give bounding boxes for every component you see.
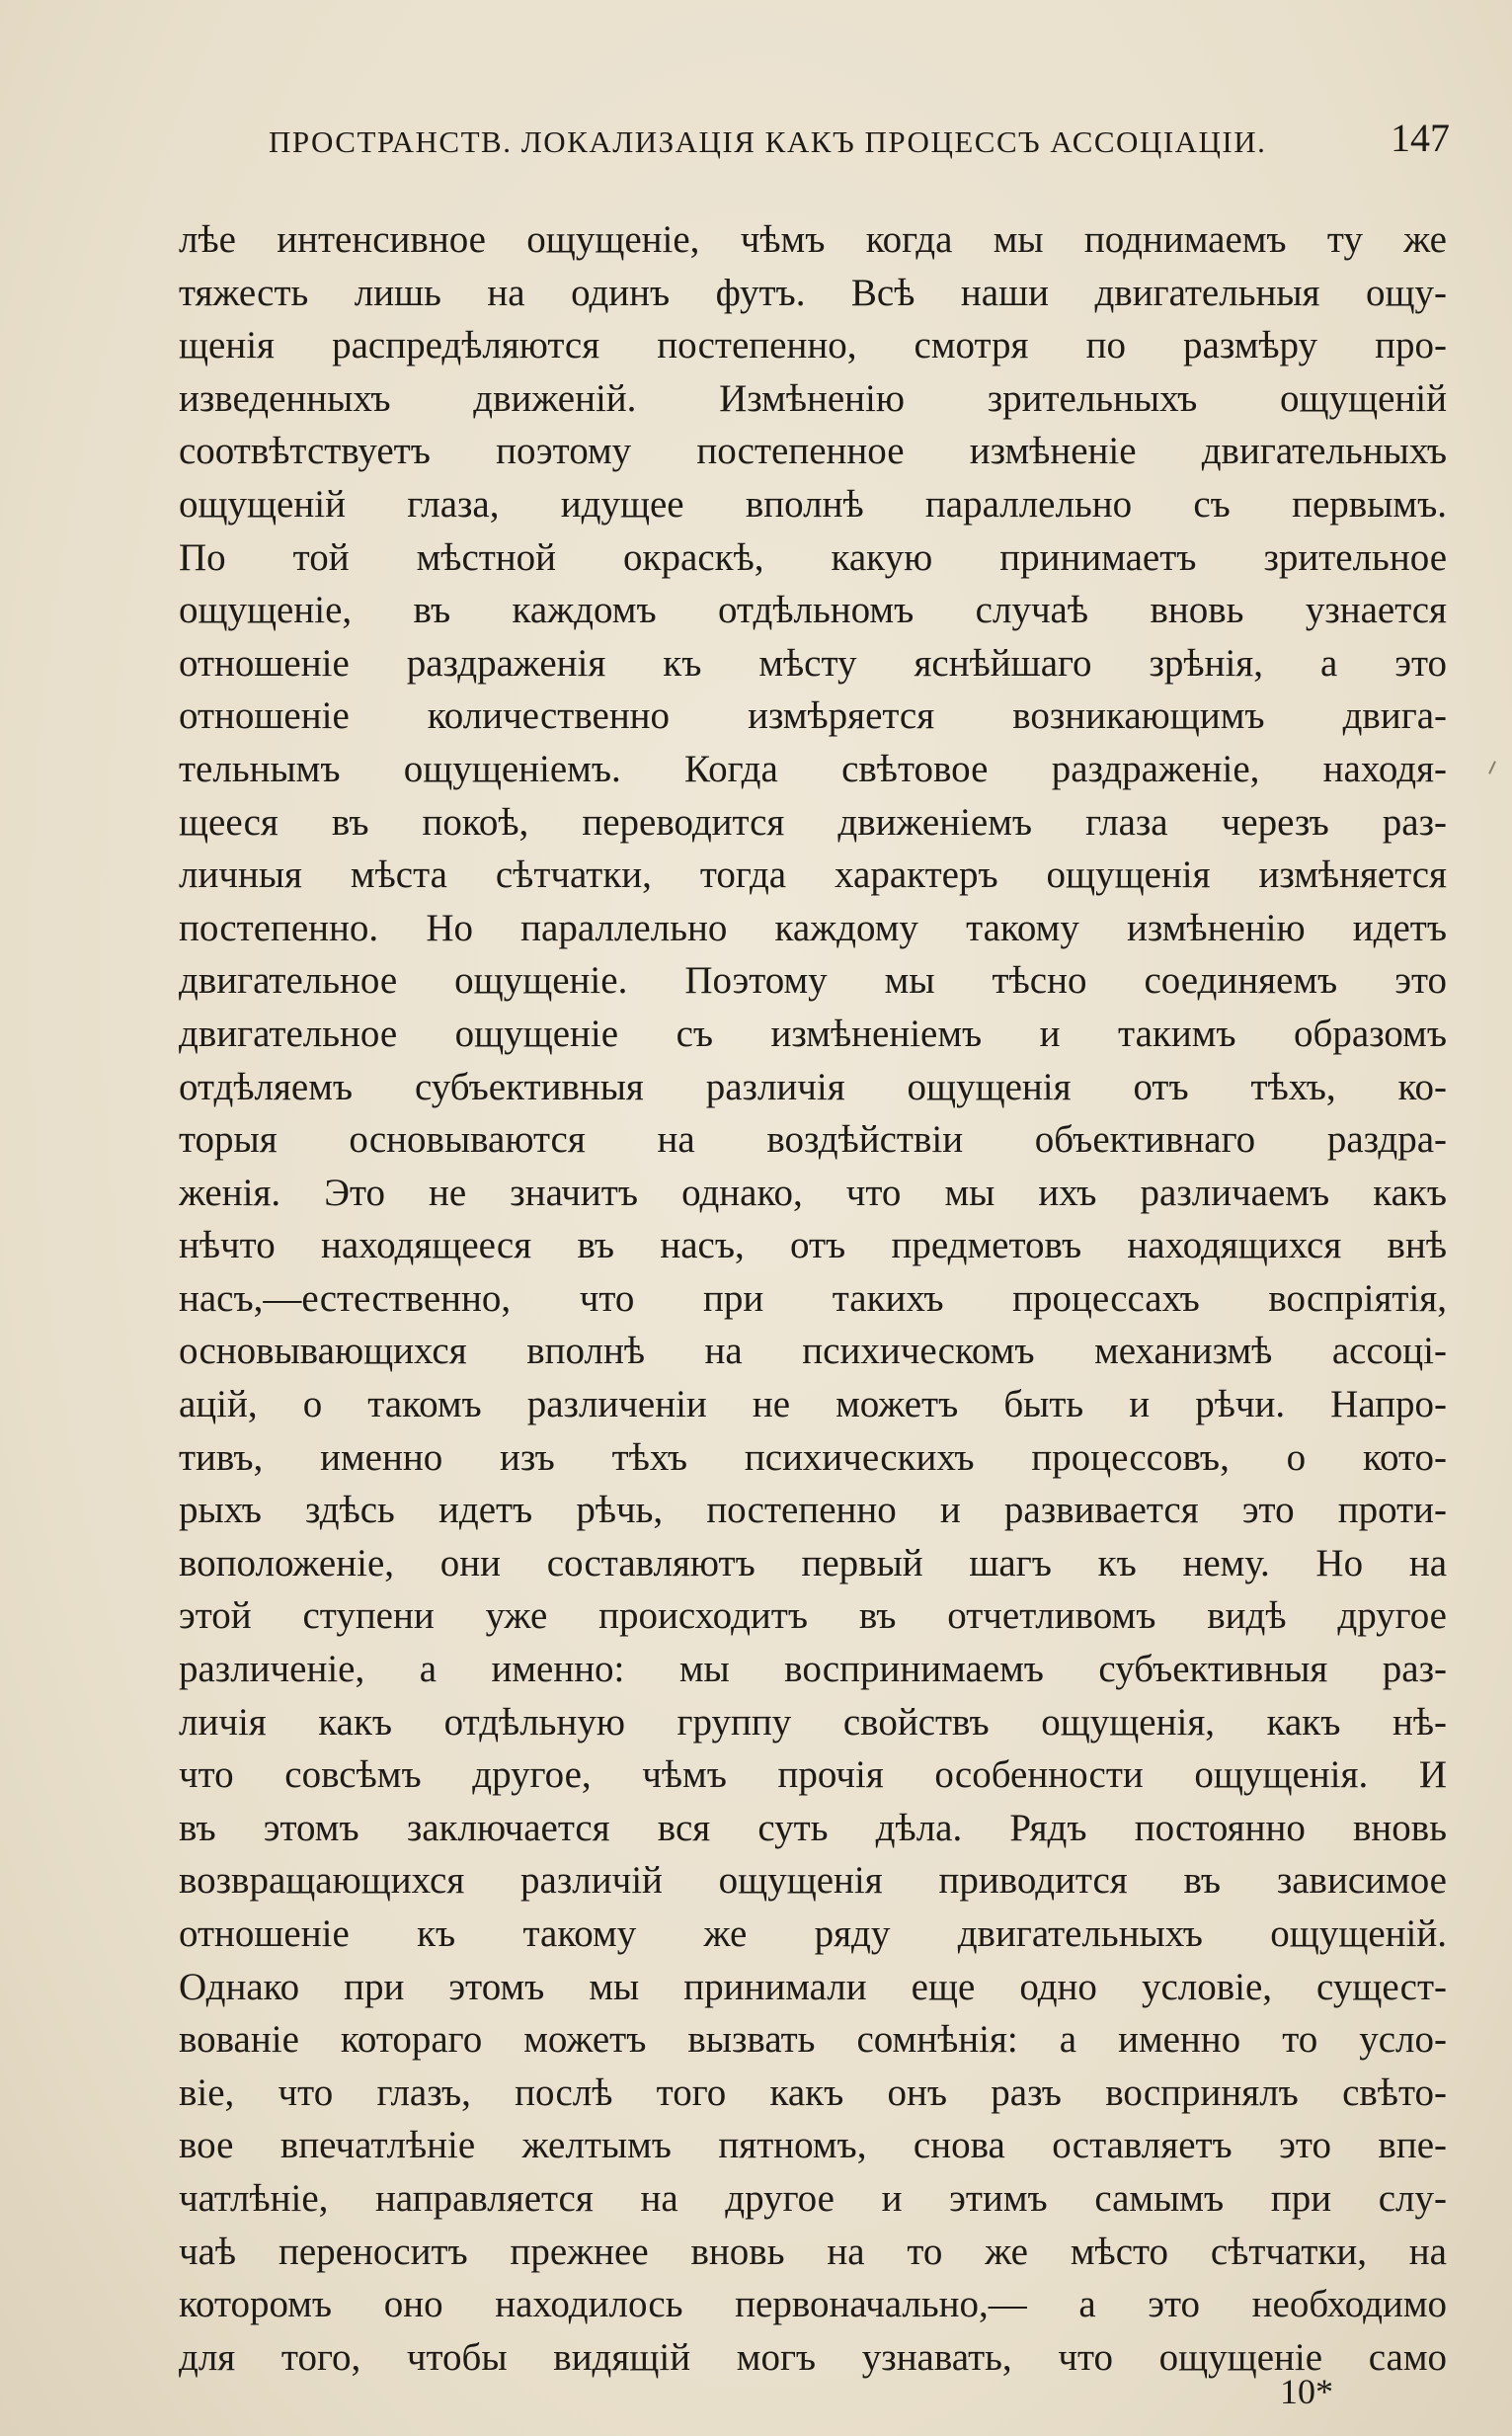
text-line: вованіе котораго можетъ вызвать сомнѣнія: а именно то усло- <box>179 2018 1447 2062</box>
text-line: отношеніе количественно измѣряется возникающимъ двига- <box>179 694 1447 738</box>
text-line: ощущеній глаза, идущее вполнѣ параллельно съ первымъ. <box>179 482 1447 526</box>
text-line: отношеніе къ такому же ряду двигательныхъ ощущеній. <box>179 1912 1447 1955</box>
text-line: торыя основываются на воздѣйствіи объективнаго раздра- <box>179 1118 1447 1162</box>
signature-mark: 10* <box>1280 2372 1333 2411</box>
text-line: постепенно. Но параллельно каждому такому измѣненію идетъ <box>179 906 1447 949</box>
text-line: изведенныхъ движеній. Измѣненію зрительныхъ ощущеній <box>179 376 1447 420</box>
text-line: личія какъ отдѣльную группу свойствъ ощущенія, какъ нѣ- <box>179 1700 1447 1744</box>
page-header <box>269 111 1450 170</box>
text-line: различеніе, а именно: мы воспринимаемъ субъективныя раз- <box>179 1648 1447 1691</box>
text-line: отдѣляемъ субъективныя различія ощущенія отъ тѣхъ, ко- <box>179 1065 1447 1108</box>
text-line: віе, что глазъ, послѣ того какъ онъ разъ воспринялъ свѣто- <box>179 2071 1447 2114</box>
text-line: воположеніе, они составляютъ первый шагъ къ нему. Но на <box>179 1541 1447 1584</box>
text-line: чатлѣніе, направляется на другое и этимъ самымъ при слу- <box>179 2176 1447 2220</box>
text-line: соотвѣтствуетъ поэтому постепенное измѣненіе двигательныхъ <box>179 430 1447 473</box>
text-line: лѣе интенсивное ощущеніе, чѣмъ когда мы поднимаемъ ту же <box>179 218 1447 261</box>
body-text <box>179 213 1447 2384</box>
text-line: возвращающихся различій ощущенія приводится въ зависимое <box>179 1859 1447 1903</box>
text-line: основывающихся вполнѣ на психическомъ механизмѣ ассоці- <box>179 1330 1447 1373</box>
text-line: щенія распредѣляются постепенно, смотря по размѣру про- <box>179 324 1447 367</box>
text-line: въ этомъ заключается вся суть дѣла. Рядъ постоянно вновь <box>179 1806 1447 1849</box>
text-line: щееся въ покоѣ, переводится движеніемъ глаза черезъ раз- <box>179 800 1447 844</box>
text-line: что совсѣмъ другое, чѣмъ прочія особенности ощущенія. И <box>179 1753 1447 1797</box>
text-line: ацій, о такомъ различеніи не можетъ быть и рѣчи. Напро- <box>179 1383 1447 1426</box>
text-line: тяжесть лишь на одинъ футъ. Всѣ наши двигательныя ощу- <box>179 271 1447 314</box>
text-line: вое впечатлѣніе желтымъ пятномъ, снова оставляетъ это впе- <box>179 2124 1447 2167</box>
text-line: двигательное ощущеніе. Поэтому мы тѣсно соединяемъ это <box>179 959 1447 1003</box>
text-line: Однако при этомъ мы принимали еще одно условіе, сущест- <box>179 1965 1447 2008</box>
page-number: 147 <box>1391 116 1450 160</box>
text-line: тельнымъ ощущеніемъ. Когда свѣтовое раздраженіе, находя- <box>179 747 1447 790</box>
text-line: для того, чтобы видящій могъ узнавать, что ощущеніе само <box>179 2335 1447 2379</box>
text-line: этой ступени уже происходитъ въ отчетливомъ видѣ другое <box>179 1594 1447 1638</box>
text-line: нѣчто находящееся въ насъ, отъ предметовъ находящихся внѣ <box>179 1224 1447 1267</box>
text-line: ощущеніе, въ каждомъ отдѣльномъ случаѣ вновь узнается <box>179 589 1447 632</box>
running-head: ПРОСТРАНСТВ. ЛОКАЛИЗАЦІЯ КАКЪ ПРОЦЕССЪ АССОЦІАЦІИ. <box>269 124 1267 159</box>
text-line: тивъ, именно изъ тѣхъ психическихъ процессовъ, о кото- <box>179 1435 1447 1479</box>
text-line: личныя мѣста сѣтчатки, тогда характеръ ощущенія измѣняется <box>179 853 1447 897</box>
text-line: женія. Это не значитъ однако, что мы ихъ различаемъ какъ <box>179 1171 1447 1214</box>
text-line: которомъ оно находилось первоначально,— а это необходимо <box>179 2283 1447 2326</box>
text-line: рыхъ здѣсь идетъ рѣчь, постепенно и развивается это проти- <box>179 1489 1447 1532</box>
margin-mark <box>1488 761 1496 774</box>
text-line: насъ,—естественно, что при такихъ процессахъ воспріятія, <box>179 1276 1447 1320</box>
text-line: двигательное ощущеніе съ измѣненіемъ и такимъ образомъ <box>179 1012 1447 1055</box>
text-line: По той мѣстной окраскѣ, какую принимаетъ зрительное <box>179 535 1447 579</box>
text-line: чаѣ переноситъ прежнее вновь на то же мѣсто сѣтчатки, на <box>179 2230 1447 2273</box>
text-line: отношеніе раздраженія къ мѣсту яснѣйшаго зрѣнія, а это <box>179 641 1447 685</box>
